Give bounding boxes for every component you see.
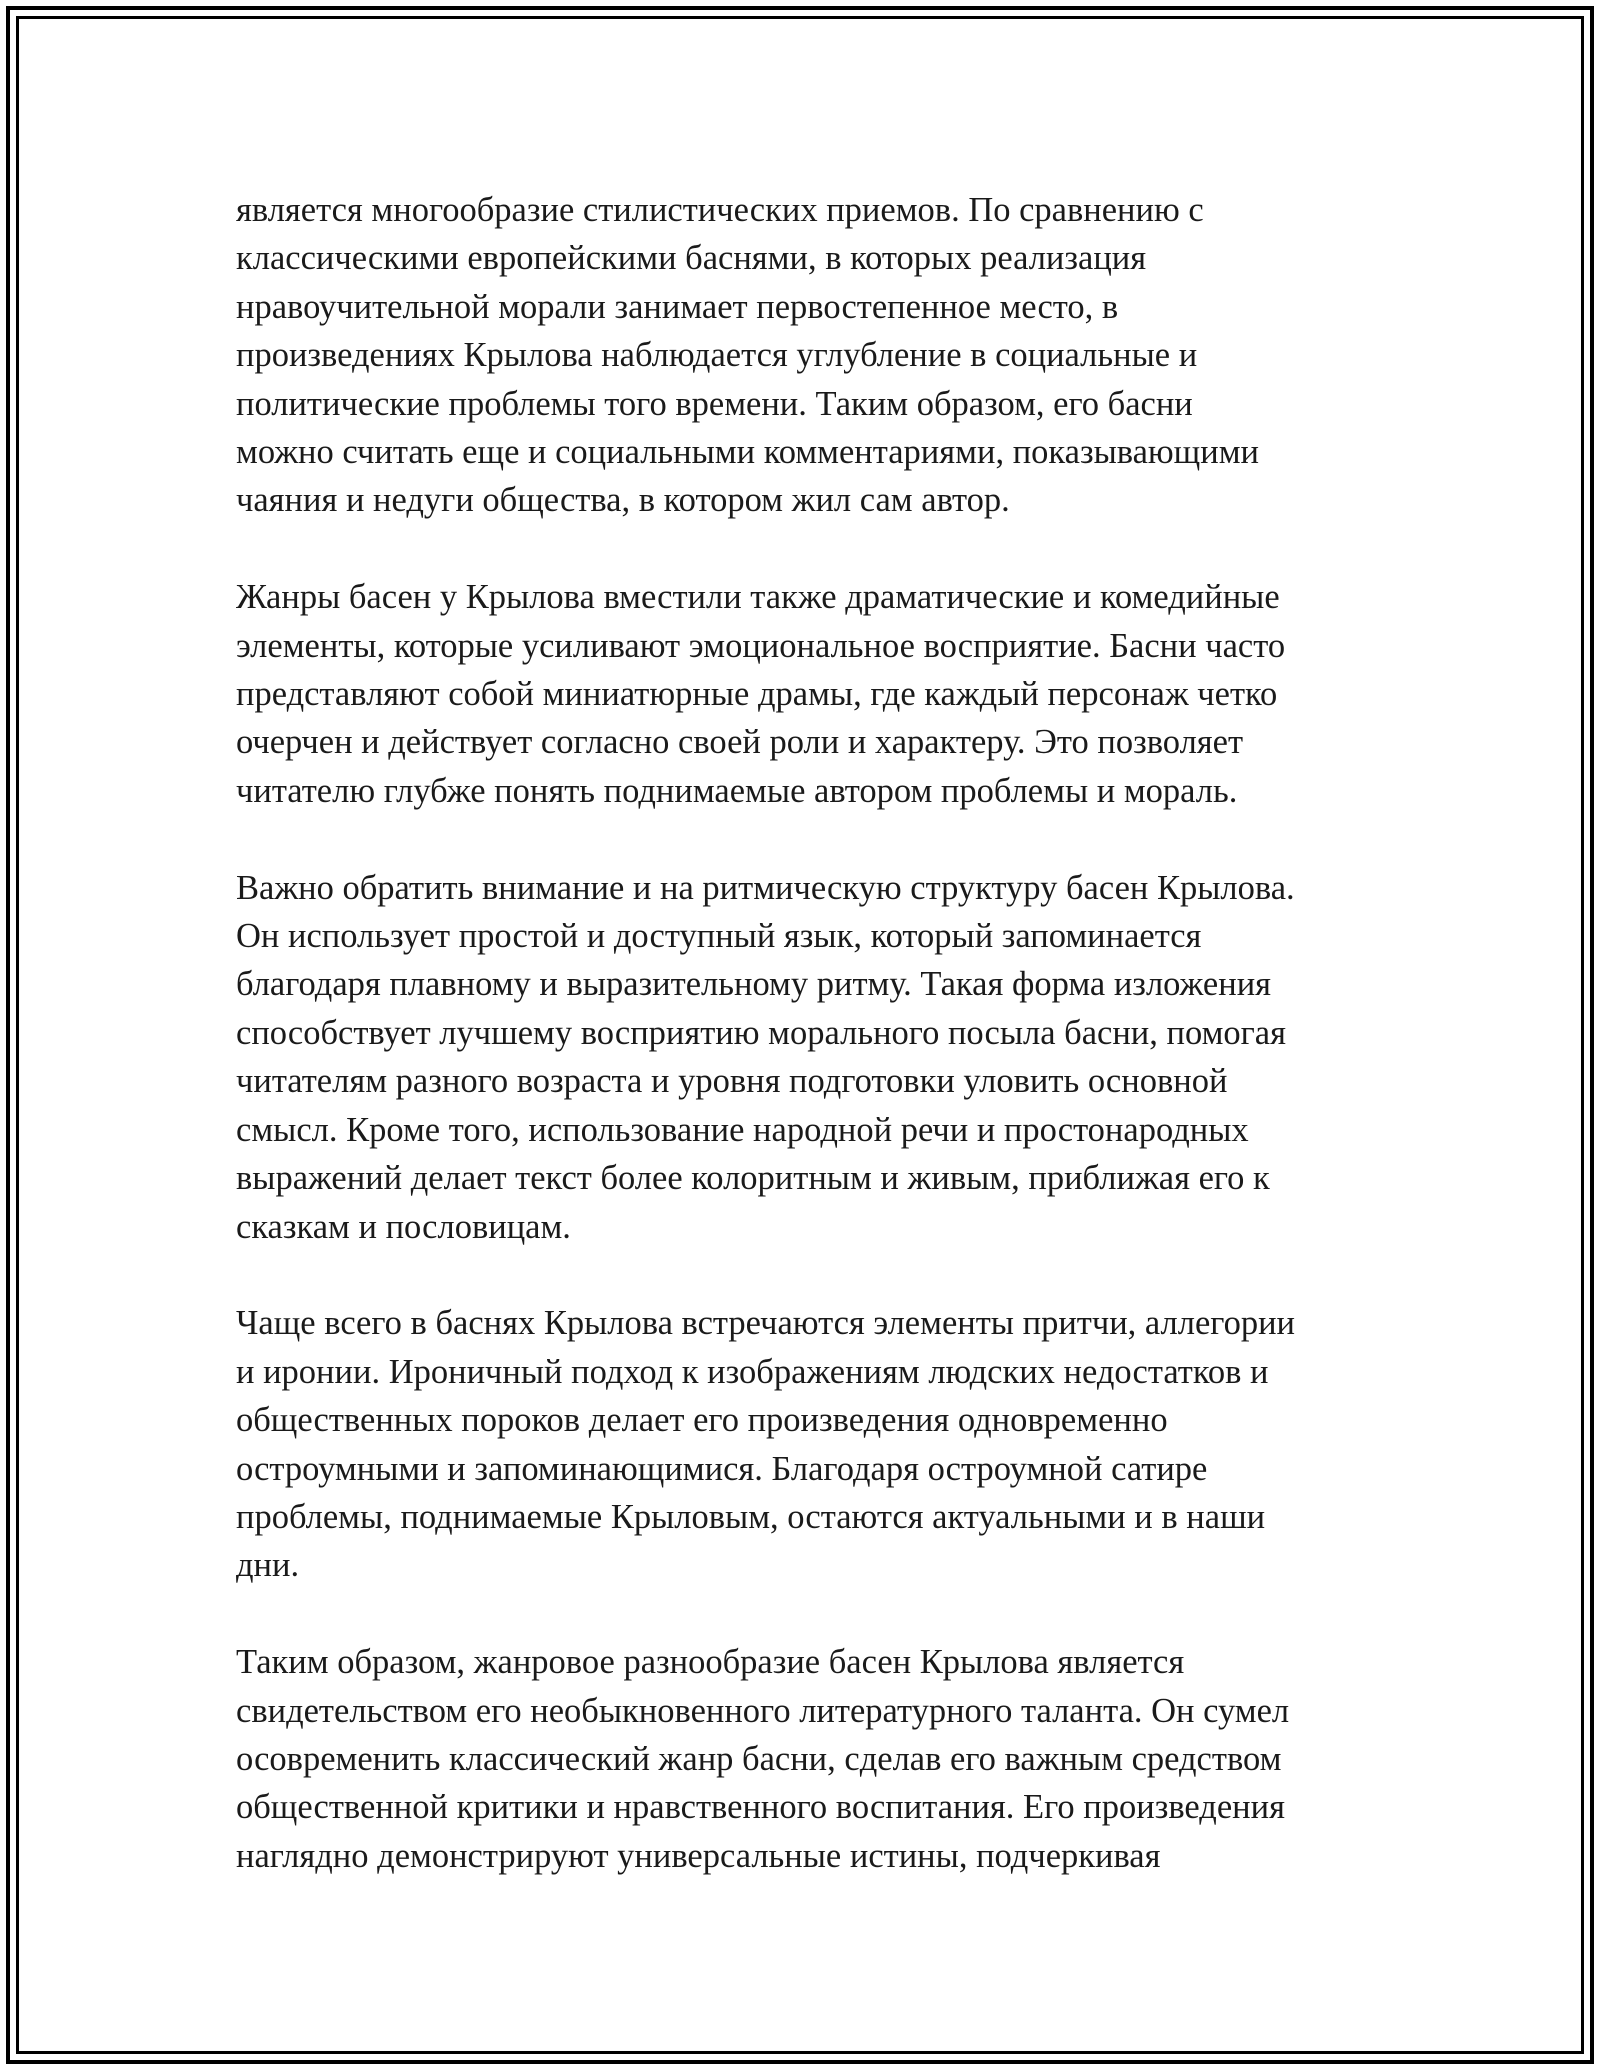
text-line: сказкам и пословицам. [236, 1207, 571, 1246]
text-line: выражений делает текст более колоритным и живым, приближая его к [236, 1159, 1270, 1198]
text-line: благодаря плавному и выразительному ритму. Такая форма изложения [236, 965, 1272, 1004]
text-line: способствует лучшему восприятию морального посыла басни, помогая [236, 1013, 1286, 1052]
paragraph-4 [236, 1299, 1376, 1589]
text-line: смысл. Кроме того, использование народной речи и простонародных [236, 1110, 1249, 1149]
text-line: Чаще всего в баснях Крылова встречаются элементы притчи, аллегории [236, 1304, 1296, 1343]
text-line: остроумными и запоминающимися. Благодаря остроумной сатире [236, 1449, 1208, 1488]
text-line: классическими европейскими баснями, в которых реализация [236, 239, 1147, 278]
text-line: читателям разного возраста и уровня подготовки уловить основной [236, 1062, 1228, 1101]
text-line: Жанры басен у Крылова вместили также драматические и комедийные [236, 578, 1280, 617]
text-line: Он использует простой и доступный язык, который запоминается [236, 917, 1202, 956]
paragraph-1 [236, 186, 1376, 525]
paragraph-2 [236, 573, 1376, 815]
paragraph-3 [236, 864, 1376, 1251]
text-line: осовременить классический жанр басни, сделав его важным средством [236, 1739, 1282, 1778]
text-line: дни. [236, 1546, 300, 1585]
text-line: и иронии. Ироничный подход к изображениям людских недостатков и [236, 1352, 1269, 1391]
text-line: является многообразие стилистических приемов. По сравнению с [236, 191, 1204, 229]
text-line: Таким образом, жанровое разнообразие басен Крылова является [236, 1643, 1185, 1682]
document-body [236, 186, 1376, 1880]
text-line: представляют собой миниатюрные драмы, где каждый персонаж четко [236, 675, 1278, 714]
text-line: наглядно демонстрируют универсальные истины, подчеркивая [236, 1836, 1161, 1875]
text-line: произведениях Крылова наблюдается углубление в социальные и [236, 336, 1198, 375]
text-line: можно считать еще и социальными комментариями, показывающими [236, 433, 1260, 472]
text-line: Важно обратить внимание и на ритмическую структуру басен Крылова. [236, 868, 1295, 907]
text-line: проблемы, поднимаемые Крыловым, остаются актуальными и в наши [236, 1497, 1266, 1536]
paragraph-5 [236, 1638, 1376, 1880]
text-line: очерчен и действует согласно своей роли и характеру. Это позволяет [236, 723, 1244, 762]
text-line: свидетельством его необыкновенного литературного таланта. Он сумел [236, 1691, 1290, 1730]
text-line: нравоучительной морали занимает первостепенное место, в [236, 287, 1119, 326]
text-line: общественных пороков делает его произведения одновременно [236, 1401, 1168, 1440]
text-line: элементы, которые усиливают эмоциональное восприятие. Басни часто [236, 626, 1286, 665]
text-line: политические проблемы того времени. Таким образом, его басни [236, 384, 1193, 423]
text-line: общественной критики и нравственного воспитания. Его произведения [236, 1788, 1285, 1827]
text-line: чаяния и недуги общества, в котором жил сам автор. [236, 481, 1010, 520]
text-line: читателю глубже понять поднимаемые автором проблемы и мораль. [236, 771, 1238, 810]
